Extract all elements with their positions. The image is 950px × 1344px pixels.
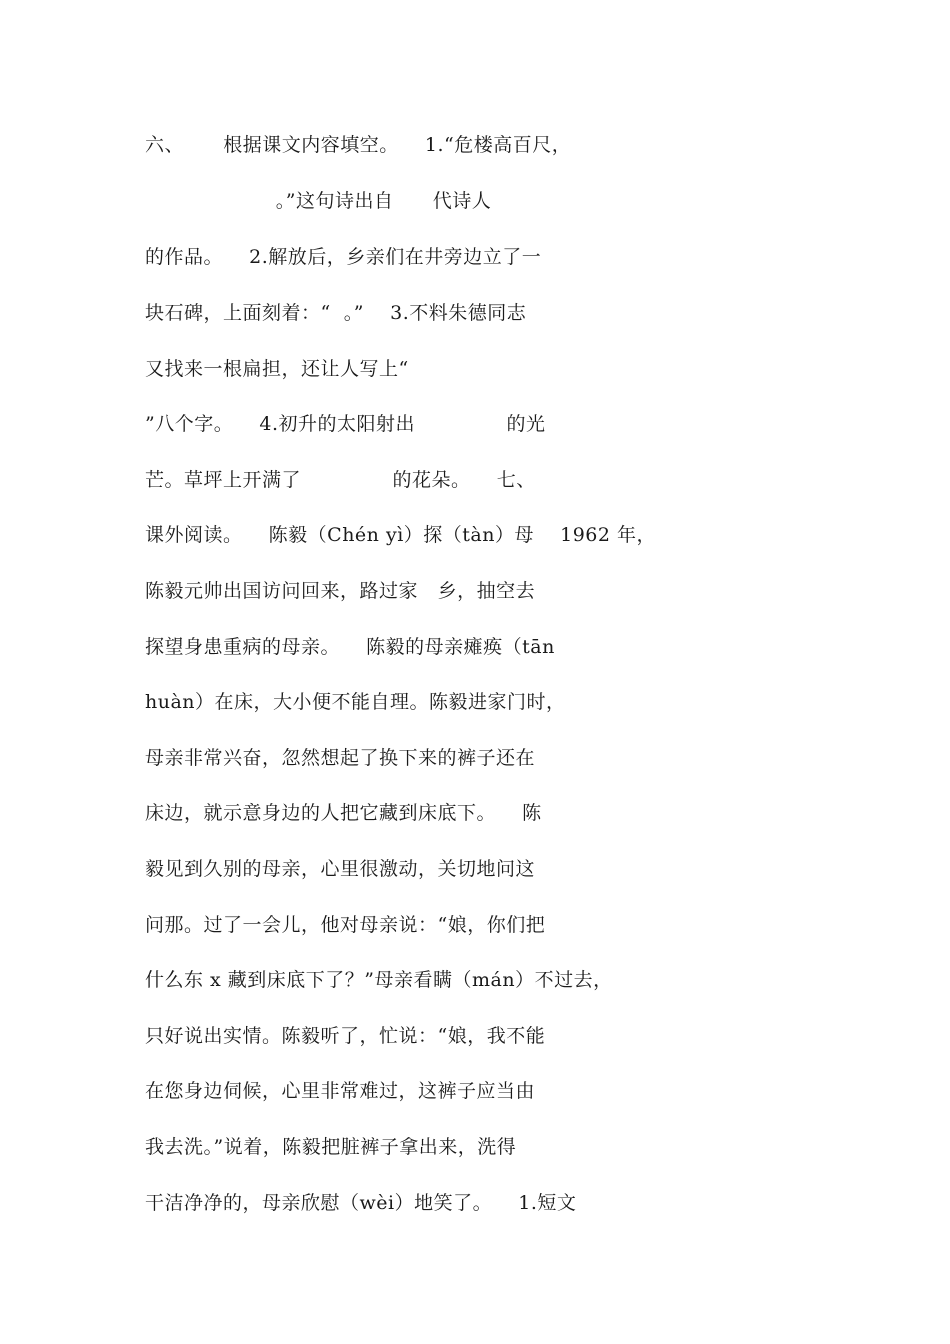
text-line: huàn）在床，大小便不能自理。陈毅进家门时，: [145, 691, 566, 713]
text-line: 探望身患重病的母亲。 陈毅的母亲瘫痪（tān: [145, 636, 555, 658]
text-line: 陈毅元帅出国访问回来，路过家 乡，抽空去: [145, 580, 536, 602]
text-line: 六、 根据课文内容填空。 1.“危楼高百尺，: [145, 134, 572, 156]
text-line: 只好说出实情。陈毅听了，忙说：“娘，我不能: [145, 1025, 546, 1047]
text-line: 我去洗。”说着，陈毅把脏裤子拿出来，洗得: [145, 1136, 517, 1158]
text-line: 毅见到久别的母亲，心里很激动，关切地问这: [145, 858, 536, 880]
text-line: 母亲非常兴奋，忽然想起了换下来的裤子还在: [145, 747, 536, 769]
text-line: 床边，就示意身边的人把它藏到床底下。 陈: [145, 802, 542, 824]
text-line: 课外阅读。 陈毅（Chén yì）探（tàn）母 1962 年，: [145, 524, 657, 546]
text-line: 芒。草坪上开满了 的花朵。 七、: [145, 469, 536, 491]
text-line: 问那。过了一会儿，他对母亲说：“娘，你们把: [145, 914, 546, 936]
text-line: 块石碑，上面刻着：“ 。” 3.不料朱德同志: [145, 302, 527, 324]
text-line: 干洁净净的，母亲欣慰（wèi）地笑了。 1.短文: [145, 1192, 577, 1214]
text-line: 在您身边伺候，心里非常难过，这裤子应当由: [145, 1080, 536, 1102]
text-line: 又找来一根扁担，还让人写上“: [145, 358, 409, 380]
text-line: 什么东 x 藏到床底下了？”母亲看瞒（mán）不过去，: [145, 969, 613, 991]
text-line: ”八个字。 4.初升的太阳射出 的光: [145, 413, 546, 435]
text-line: 。”这句诗出自 代诗人: [145, 190, 492, 212]
text-line: 的作品。 2.解放后，乡亲们在井旁边立了一: [145, 246, 542, 268]
